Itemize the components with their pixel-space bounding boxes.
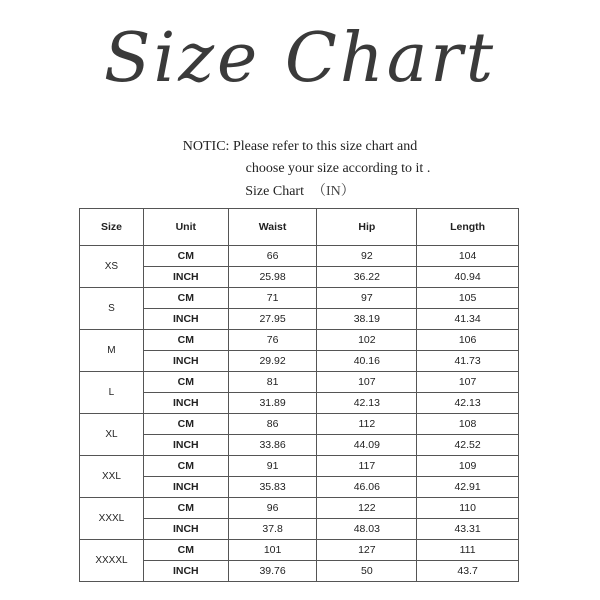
hip-cell: 117 bbox=[317, 456, 417, 477]
hip-cell: 46.06 bbox=[317, 477, 417, 498]
waist-cell: 27.95 bbox=[228, 309, 317, 330]
table-row bbox=[80, 393, 519, 414]
unit-cell: CM bbox=[143, 330, 228, 351]
unit-cell: CM bbox=[143, 288, 228, 309]
size-cell: XS bbox=[80, 246, 144, 288]
waist-cell: 31.89 bbox=[228, 393, 317, 414]
size-cell: XXL bbox=[80, 456, 144, 498]
header-hip: Hip bbox=[317, 209, 417, 246]
hip-cell: 50 bbox=[317, 561, 417, 582]
size-cell: L bbox=[80, 372, 144, 414]
unit-cell: INCH bbox=[143, 477, 228, 498]
table-row bbox=[80, 435, 519, 456]
size-cell: XXXL bbox=[80, 498, 144, 540]
length-cell: 107 bbox=[417, 372, 519, 393]
hip-cell: 127 bbox=[317, 540, 417, 561]
table-row bbox=[80, 498, 519, 519]
table-row bbox=[80, 246, 519, 267]
length-cell: 41.34 bbox=[417, 309, 519, 330]
size-cell: S bbox=[80, 288, 144, 330]
size-cell: XXXXL bbox=[80, 540, 144, 582]
table-body bbox=[80, 246, 519, 582]
length-cell: 106 bbox=[417, 330, 519, 351]
waist-cell: 101 bbox=[228, 540, 317, 561]
hip-cell: 48.03 bbox=[317, 519, 417, 540]
size-cell: XL bbox=[80, 414, 144, 456]
header-length: Length bbox=[417, 209, 519, 246]
unit-cell: CM bbox=[143, 372, 228, 393]
waist-cell: 39.76 bbox=[228, 561, 317, 582]
hip-cell: 92 bbox=[317, 246, 417, 267]
subtitle-unit: （IN） bbox=[311, 184, 355, 199]
table-row bbox=[80, 540, 519, 561]
notice-text bbox=[0, 136, 600, 180]
size-table bbox=[79, 208, 519, 582]
unit-cell: INCH bbox=[143, 561, 228, 582]
hip-cell: 40.16 bbox=[317, 351, 417, 372]
waist-cell: 25.98 bbox=[228, 267, 317, 288]
table-row bbox=[80, 351, 519, 372]
table-row bbox=[80, 519, 519, 540]
notice-line-1: NOTIC: Please refer to this size chart and bbox=[182, 139, 418, 154]
waist-cell: 33.86 bbox=[228, 435, 317, 456]
hip-cell: 102 bbox=[317, 330, 417, 351]
waist-cell: 66 bbox=[228, 246, 317, 267]
unit-cell: INCH bbox=[143, 309, 228, 330]
table-row bbox=[80, 267, 519, 288]
waist-cell: 81 bbox=[228, 372, 317, 393]
hip-cell: 107 bbox=[317, 372, 417, 393]
length-cell: 111 bbox=[417, 540, 519, 561]
table-header-row bbox=[80, 209, 519, 246]
waist-cell: 86 bbox=[228, 414, 317, 435]
table-row bbox=[80, 372, 519, 393]
waist-cell: 35.83 bbox=[228, 477, 317, 498]
length-cell: 42.13 bbox=[417, 393, 519, 414]
waist-cell: 96 bbox=[228, 498, 317, 519]
unit-cell: CM bbox=[143, 540, 228, 561]
length-cell: 105 bbox=[417, 288, 519, 309]
unit-cell: INCH bbox=[143, 435, 228, 456]
unit-cell: CM bbox=[143, 414, 228, 435]
unit-cell: INCH bbox=[143, 519, 228, 540]
length-cell: 43.7 bbox=[417, 561, 519, 582]
table-row bbox=[80, 309, 519, 330]
header-size: Size bbox=[80, 209, 144, 246]
length-cell: 42.52 bbox=[417, 435, 519, 456]
length-cell: 109 bbox=[417, 456, 519, 477]
hip-cell: 42.13 bbox=[317, 393, 417, 414]
hip-cell: 97 bbox=[317, 288, 417, 309]
unit-cell: INCH bbox=[143, 267, 228, 288]
hip-cell: 112 bbox=[317, 414, 417, 435]
unit-cell: INCH bbox=[143, 351, 228, 372]
table-row bbox=[80, 561, 519, 582]
hip-cell: 38.19 bbox=[317, 309, 417, 330]
notice-line-2: choose your size according to it . bbox=[245, 161, 431, 176]
waist-cell: 91 bbox=[228, 456, 317, 477]
header-unit: Unit bbox=[143, 209, 228, 246]
hip-cell: 122 bbox=[317, 498, 417, 519]
unit-cell: CM bbox=[143, 246, 228, 267]
chart-subtitle bbox=[0, 180, 600, 200]
waist-cell: 76 bbox=[228, 330, 317, 351]
length-cell: 104 bbox=[417, 246, 519, 267]
length-cell: 40.94 bbox=[417, 267, 519, 288]
waist-cell: 71 bbox=[228, 288, 317, 309]
waist-cell: 29.92 bbox=[228, 351, 317, 372]
unit-cell: CM bbox=[143, 498, 228, 519]
length-cell: 41.73 bbox=[417, 351, 519, 372]
length-cell: 110 bbox=[417, 498, 519, 519]
subtitle-text: Size Chart bbox=[245, 184, 304, 199]
size-cell: M bbox=[80, 330, 144, 372]
unit-cell: CM bbox=[143, 456, 228, 477]
length-cell: 43.31 bbox=[417, 519, 519, 540]
hip-cell: 44.09 bbox=[317, 435, 417, 456]
hip-cell: 36.22 bbox=[317, 267, 417, 288]
table-row bbox=[80, 456, 519, 477]
page-title: Size Chart bbox=[103, 19, 497, 98]
table-row bbox=[80, 477, 519, 498]
table-row bbox=[80, 414, 519, 435]
length-cell: 108 bbox=[417, 414, 519, 435]
unit-cell: INCH bbox=[143, 393, 228, 414]
table-row bbox=[80, 288, 519, 309]
header-waist: Waist bbox=[228, 209, 317, 246]
table-row bbox=[80, 330, 519, 351]
length-cell: 42.91 bbox=[417, 477, 519, 498]
waist-cell: 37.8 bbox=[228, 519, 317, 540]
